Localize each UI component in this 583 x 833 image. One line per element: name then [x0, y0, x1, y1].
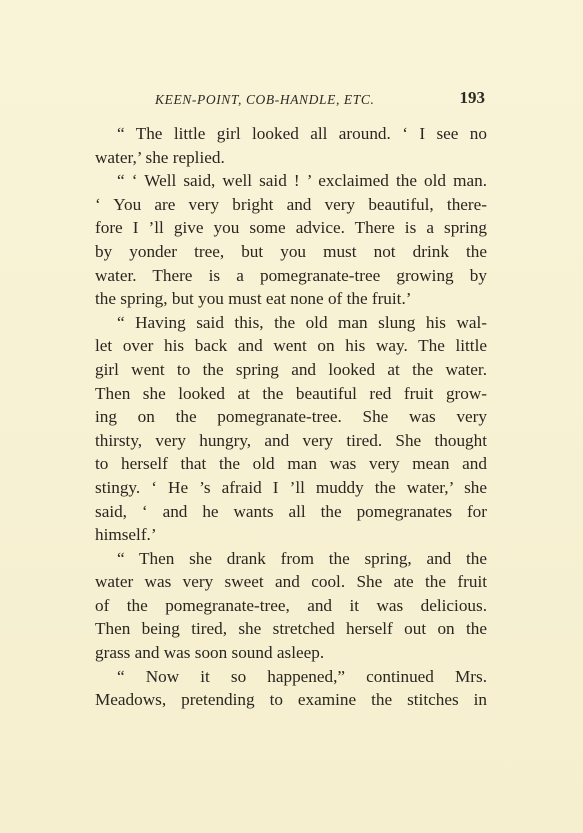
- text-line: “ ‘ Well said, well said ! ’ exclaimed the old man.: [117, 171, 487, 191]
- text-line: let over his back and went on his way. The little: [95, 336, 487, 356]
- text-line: by yonder tree, but you must not drink the: [95, 241, 487, 261]
- body-text: [95, 122, 487, 712]
- text-line: ‘ You are very bright and very beautiful, there-: [95, 194, 487, 214]
- text-line: Meadows, pretending to examine the stitches in: [95, 690, 487, 710]
- text-line: himself.’: [95, 525, 157, 545]
- running-header: [95, 88, 487, 112]
- text-line: fore I ’ll give you some advice. There is a spring: [95, 218, 487, 238]
- text-line: said, ‘ and he wants all the pomegranates for: [95, 501, 487, 521]
- text-line: water,’ she replied.: [95, 147, 225, 167]
- text-line: Then being tired, she stretched herself out on the: [95, 619, 487, 639]
- text-line: girl went to the spring and looked at the water.: [95, 359, 487, 379]
- text-line: stingy. ‘ He ’s afraid I ’ll muddy the water,’ she: [95, 477, 487, 497]
- text-line: of the pomegranate-tree, and it was delicious.: [95, 595, 487, 615]
- text-line: thirsty, very hungry, and very tired. She thought: [95, 430, 487, 450]
- text-line: the spring, but you must eat none of the fruit.’: [95, 289, 412, 309]
- text-line: water was very sweet and cool. She ate the fruit: [95, 572, 487, 592]
- text-line: water. There is a pomegranate-tree growing by: [95, 265, 487, 285]
- text-line: “ The little girl looked all around. ‘ I see no: [117, 124, 487, 143]
- page-number: 193: [459, 88, 485, 107]
- running-title: KEEN-POINT, COB-HANDLE, ETC.: [155, 92, 375, 107]
- text-line: “ Then she drank from the spring, and the: [117, 548, 487, 568]
- text-line: ing on the pomegranate-tree. She was very: [95, 407, 487, 427]
- text-line: to herself that the old man was very mean and: [95, 454, 487, 474]
- text-line: “ Having said this, the old man slung his wal-: [117, 312, 487, 332]
- text-line: grass and was soon sound asleep.: [95, 643, 325, 663]
- text-line: Then she looked at the beautiful red fruit grow-: [95, 383, 487, 403]
- text-line: “ Now it so happened,” continued Mrs.: [117, 666, 487, 686]
